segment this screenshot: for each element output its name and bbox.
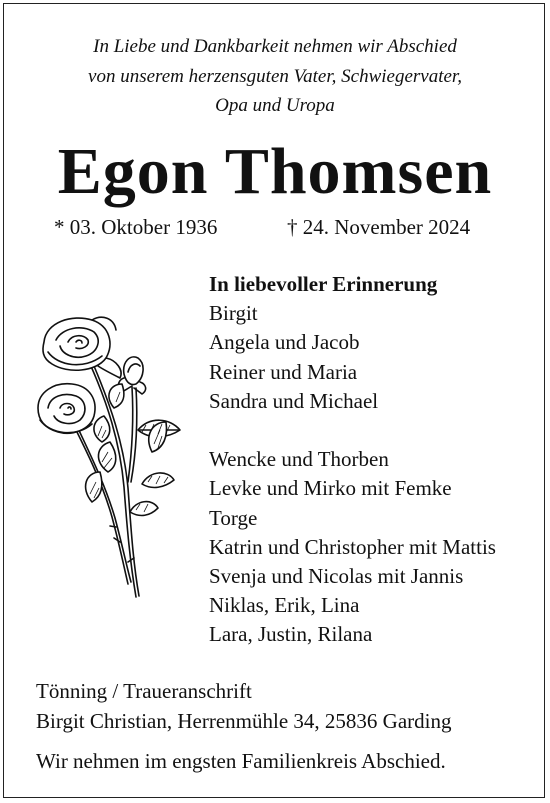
spacer [209,416,496,445]
address-line: Birgit Christian, Herrenmühle 34, 25836 Garding [36,709,452,733]
rose-illustration [32,312,190,602]
mourner-entry: Sandra und Michael [209,388,379,413]
mourning-address [36,676,451,736]
address-line: Tönning / Traueranschrift [36,679,252,703]
mourner-entry: Reiner und Maria [209,359,358,384]
intro-text [0,32,550,121]
closing-note: Wir nehmen im engsten Familienkreis Abschied. [36,749,446,773]
intro-line: In Liebe und Dankbarkeit nehmen wir Abschied [93,36,457,57]
birth-date: * 03. Oktober 1936 [54,215,218,239]
mourner-entry: Torge [209,505,258,530]
deceased-name: Egon Thomsen [57,135,493,208]
intro-line: von unserem herzensguten Vater, Schwiegervater, [88,65,462,87]
mourner-entry: Levke und Mirko mit Femke [209,476,452,501]
mourner-entry: Niklas, Erik, Lina [209,593,360,618]
mourner-entry: Wencke und Thorben [209,447,389,472]
mourner-entry: Birgit [209,301,258,326]
mourner-entry: Katrin und Christopher mit Mattis [209,534,496,559]
mourners-heading: In liebevoller Erinnerung [209,272,438,296]
mourner-entry: Angela und Jacob [209,330,360,355]
mourners-list [209,270,496,649]
intro-line: Opa und Uropa [215,95,335,116]
mourner-entry: Svenja und Nicolas mit Jannis [209,563,464,588]
death-date: † 24. November 2024 [287,215,471,239]
mourner-entry: Lara, Justin, Rilana [209,622,373,647]
